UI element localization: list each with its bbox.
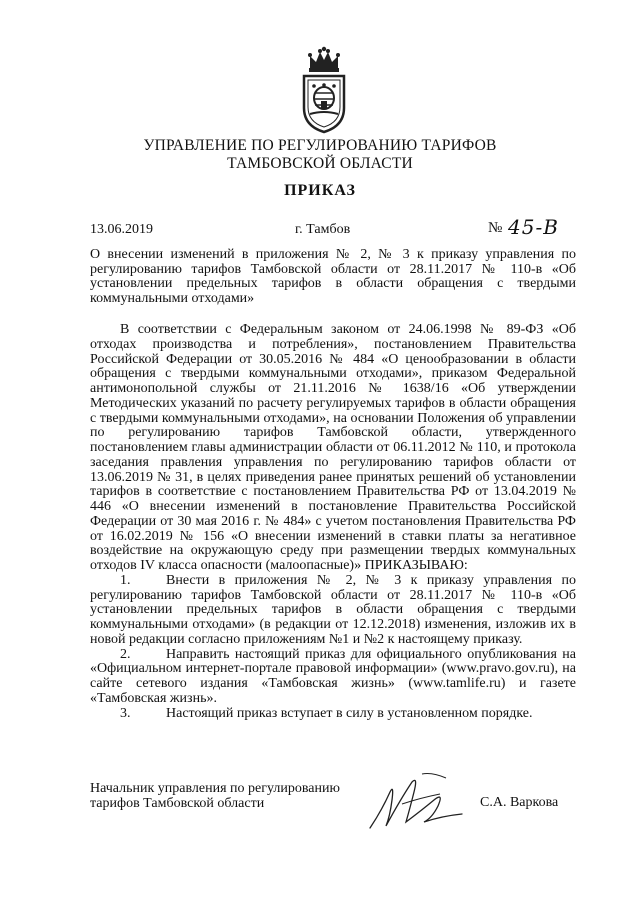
handwritten-signature xyxy=(362,770,467,835)
signatory-position-line2: тарифов Тамбовской области xyxy=(90,795,265,811)
list-item-number: 2. xyxy=(120,646,131,662)
coat-of-arms-emblem xyxy=(296,46,352,134)
list-item xyxy=(90,648,576,707)
preamble-paragraph: В соответствии с Федеральным законом от 24.06.1998 № 89-ФЗ «Об отходах производства и потребления», постановлением Правительства Российской Федерации от 30.05.2016 № 484 «О ценообразовании в области обращения с твердыми коммунальными отходами», приказом Федеральной антимонопольной службы от 21.11.2016 № 1638/16 «Об утверждении Методических указаний по расчету регулируемых тарифов в области обращения с твердыми коммунальными отходами», на основании Положения об управлении по регулированию тарифов Тамбовской области, утвержденного постановлением главы администрации области от 06.11.2012 № 110, и протокола заседания правления управления по регулированию тарифов области от 13.06.2019 № 31, в целях приведения ранее принятых решений об установлении тарифов в соответствие с постановлением Правительства РФ от 13.04.2019 № 446 «О внесении изменений в постановление Правительства Российской Федерации от 30 мая 2016 г. № 484» с учетом постановления Правительства РФ от 16.02.2019 № 156 «О внесении изменений в ставки платы за негативное воздействие на окружающую среду при размещении твердых коммунальных отходов IV класса опасности (малоопасные)» ПРИКАЗЫВАЮ: xyxy=(90,322,576,573)
document-number-handwritten: 45-В xyxy=(508,215,559,239)
document-subject: О внесении изменений в приложения № 2, № 3 к приказу управления по регулированию тарифов Тамбовской области от 28.11.2017 № 110-в «Об установлении предельных тарифов в области обращения с твердыми коммунальными отходами» xyxy=(90,247,576,306)
document-date: 13.06.2019 xyxy=(90,222,153,237)
list-item xyxy=(90,574,576,648)
document-type-title: ПРИКАЗ xyxy=(284,182,356,199)
organization-name-line2: ТАМБОВСКОЙ ОБЛАСТИ xyxy=(227,155,413,172)
organization-name-line1: УПРАВЛЕНИЕ ПО РЕГУЛИРОВАНИЮ ТАРИФОВ xyxy=(143,137,497,154)
signatory-position xyxy=(90,782,340,811)
list-item-number: 1. xyxy=(120,572,131,588)
list-item xyxy=(90,707,576,722)
list-item-text: Направить настоящий приказ для официального опубликования на «Официальном интернет-портале правовой информации» (www.pravo.gov.ru), на сайте сетевого издания «Тамбовская жизнь» (www.tamlife.ru) и газете «Тамбовская жизнь». xyxy=(90,646,576,706)
document-body xyxy=(90,323,576,721)
signatory-name: С.А. Варкова xyxy=(480,795,559,810)
document-number-label: № xyxy=(488,220,503,236)
document-city: г. Тамбов xyxy=(295,222,351,237)
list-item-text: Настоящий приказ вступает в силу в установленном порядке. xyxy=(166,705,533,721)
list-item-number: 3. xyxy=(120,705,131,721)
list-item-text: Внести в приложения № 2, № 3 к приказу управления по регулированию тарифов Тамбовской области от 28.11.2017 № 110-в «Об установлении предельных тарифов в области обращения с твердыми коммунальными отходами» (в редакции от 12.12.2018) изменения, изложив их в новой редакции согласно приложениям №1 и №2 к настоящему приказу. xyxy=(90,572,576,647)
signatory-position-line1: Начальник управления по регулированию xyxy=(90,781,340,796)
